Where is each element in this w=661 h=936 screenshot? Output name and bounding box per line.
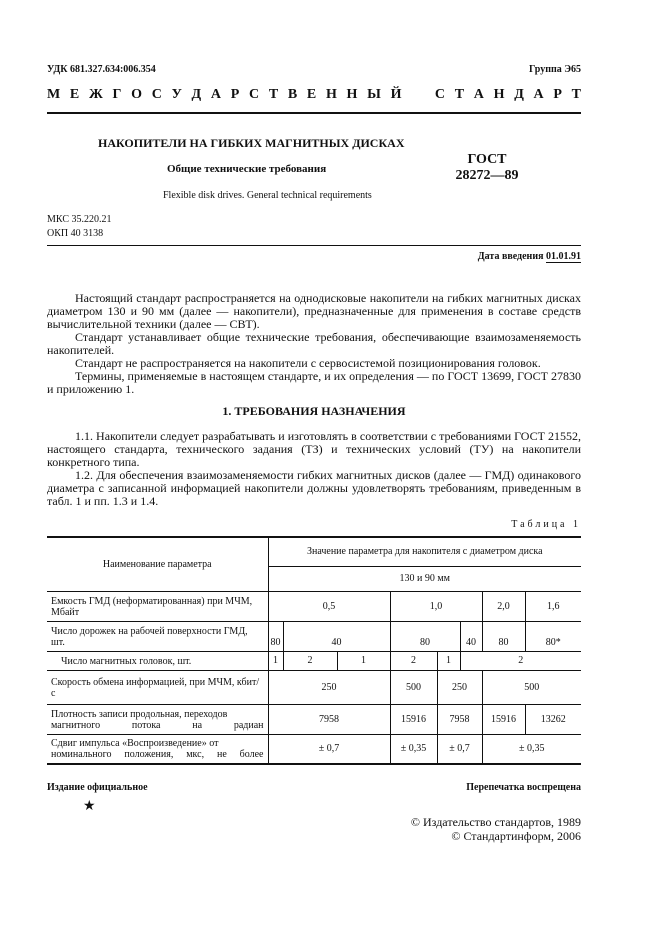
table-cell: 15916 [482, 704, 525, 734]
table-cell: 80 [268, 621, 283, 651]
table-cell: 7958 [268, 704, 390, 734]
heading-letter: Д [514, 87, 524, 102]
table-cell: 80 [390, 621, 460, 651]
table-cell: 1,6 [525, 591, 581, 621]
table-cell: 80* [525, 621, 581, 651]
mks-code: МКС 35.220.21 [47, 214, 112, 225]
heading-letter: С [151, 87, 162, 102]
heading-letter: Н [346, 87, 358, 102]
heading-letter: А [210, 87, 222, 102]
row-name: Число дорожек на рабочей поверхности ГМД, шт. [47, 621, 268, 651]
table-row [47, 670, 581, 704]
heading-letter: А [533, 87, 544, 102]
table-cell: 40 [460, 621, 482, 651]
reprint-notice: Перепечатка воспрещена [466, 782, 581, 793]
heading-letter: Н [325, 87, 337, 102]
table-cell: 250 [268, 670, 390, 704]
table-cell: 2 [460, 651, 581, 670]
row-name: Емкость ГМД (неформатированная) при МЧМ, Мбайт [47, 591, 268, 621]
heading-letter: Т [454, 87, 465, 102]
okp-code: ОКП 40 3138 [47, 228, 104, 239]
heading-letter: Т [571, 87, 581, 102]
copyright-1: © Издательство стандартов, 1989 [410, 815, 581, 829]
table-caption: Таблица 1 [511, 519, 581, 530]
table-cell: ± 0,35 [390, 734, 437, 764]
heading-letter: У [171, 87, 182, 102]
table-cell: 15916 [390, 704, 437, 734]
header-diameter: 130 и 90 мм [268, 566, 581, 591]
paragraph: 1.2. Для обеспечения взаимозаменяемости гибких магнитных дисков (далее — ГМД) одинакового диаметра с записанной информацией накопители должны удовлетворять требованиям, приведенным в табл. 1 и пп. 1.3 и 1.4. [47, 468, 581, 508]
heading-letter: С [434, 87, 446, 102]
paragraph: Стандарт не распространяется на накопители с сервосистемой позиционирования головок. [75, 356, 541, 370]
heading-letter: Ы [367, 87, 381, 102]
heading-letter: Е [69, 87, 80, 102]
table-cell: 80 [482, 621, 525, 651]
document-subtitle: Общие технические требования [167, 163, 327, 175]
paragraph: Настоящий стандарт распространяется на однодисковые накопители на гибких магнитных дисках диаметром 130 и 90 мм (далее — накопители), предназначенные для применения в составе средств вычислительной техники (далее — СВТ). [47, 291, 581, 331]
section-heading: 1. ТРЕБОВАНИЯ НАЗНАЧЕНИЯ [222, 404, 406, 418]
intro-date-value: 01.01.91 [546, 251, 581, 262]
paragraph: 1.1. Накопители следует разрабатывать и изготовлять в соответствии с требованиями ГОСТ 21552, настоящего стандарта, технического задания (ТЗ) и технических условий (ТУ) на накопители конкретного типа. [47, 429, 581, 469]
heading-letter: Ж [88, 87, 103, 102]
intro-text [47, 292, 581, 396]
table-cell: 250 [437, 670, 482, 704]
heading-letter: О [131, 87, 143, 102]
table-cell: 1 [437, 651, 460, 670]
star-icon: ★ [83, 799, 96, 814]
heading-letter: Е [306, 87, 317, 102]
copyright-2: © Стандартинформ, 2006 [451, 829, 581, 843]
udk-code: УДК 681.327.634:006.354 [47, 64, 156, 75]
table-row [47, 591, 581, 621]
row-name: Плотность записи продольная, переходов магнитного потока на радиан [47, 704, 268, 734]
document-title: НАКОПИТЕЛИ НА ГИБКИХ МАГНИТНЫХ ДИСКАХ [98, 136, 405, 150]
header-rule [47, 112, 581, 114]
section1-text [47, 430, 581, 508]
table-cell: 500 [390, 670, 437, 704]
heading-letter [411, 87, 425, 103]
heading-letter: Д [191, 87, 202, 102]
heading-letter: Й [390, 87, 402, 102]
table-cell: 7958 [437, 704, 482, 734]
table-cell: 2 [283, 651, 337, 670]
table-row [47, 734, 581, 764]
heading-letter: Т [268, 87, 279, 102]
table-cell: 13262 [525, 704, 581, 734]
table-cell: ± 0,7 [437, 734, 482, 764]
table-cell: 1 [268, 651, 283, 670]
table-cell: 500 [482, 670, 581, 704]
gost-label: ГОСТ [467, 152, 507, 167]
table-cell: ± 0,7 [268, 734, 390, 764]
table-cell: ± 0,35 [482, 734, 581, 764]
english-title: Flexible disk drives. General technical requirements [163, 190, 372, 201]
heading-letter: А [473, 87, 484, 102]
heading-letter: Р [230, 87, 240, 102]
table-row [47, 704, 581, 734]
table-cell: 2,0 [482, 591, 525, 621]
codes-rule [47, 245, 581, 246]
paragraph: Стандарт устанавливает общие технические требования, обеспечивающие взаимозаменяемость накопителей. [47, 330, 581, 357]
intro-date-label: Дата введения [477, 251, 544, 262]
standard-type [47, 87, 581, 103]
heading-letter: М [47, 87, 61, 102]
table-cell: 1,0 [390, 591, 482, 621]
gost-number: 28272—89 [455, 168, 519, 183]
table-cell: 40 [283, 621, 390, 651]
table-cell: 0,5 [268, 591, 390, 621]
table-cell: 1 [337, 651, 390, 670]
parameters-table [47, 536, 581, 765]
row-name: Скорость обмена информацией, при МЧМ, кбит/с [47, 670, 268, 704]
group-code: Группа Э65 [529, 64, 581, 75]
row-name: Сдвиг импульса «Воспроизведение» от номинального положения, мкс, не более [47, 734, 268, 764]
heading-letter: Г [112, 87, 122, 102]
heading-letter: Р [553, 87, 562, 102]
heading-letter: В [287, 87, 298, 102]
row-name: Число магнитных головок, шт. [47, 651, 268, 670]
table-row [47, 621, 581, 651]
header-parameter: Наименование параметра [47, 537, 268, 591]
table-cell: 2 [390, 651, 437, 670]
paragraph: Термины, применяемые в настоящем стандарте, и их определения — по ГОСТ 13699, ГОСТ 27830 и приложению 1. [47, 369, 581, 396]
official-edition: Издание официальное [47, 782, 148, 793]
heading-letter: Н [493, 87, 505, 102]
header-value: Значение параметра для накопителя с диаметром диска [268, 537, 581, 566]
table-row [47, 651, 581, 670]
heading-letter: С [248, 87, 260, 102]
intro-date [478, 251, 581, 262]
